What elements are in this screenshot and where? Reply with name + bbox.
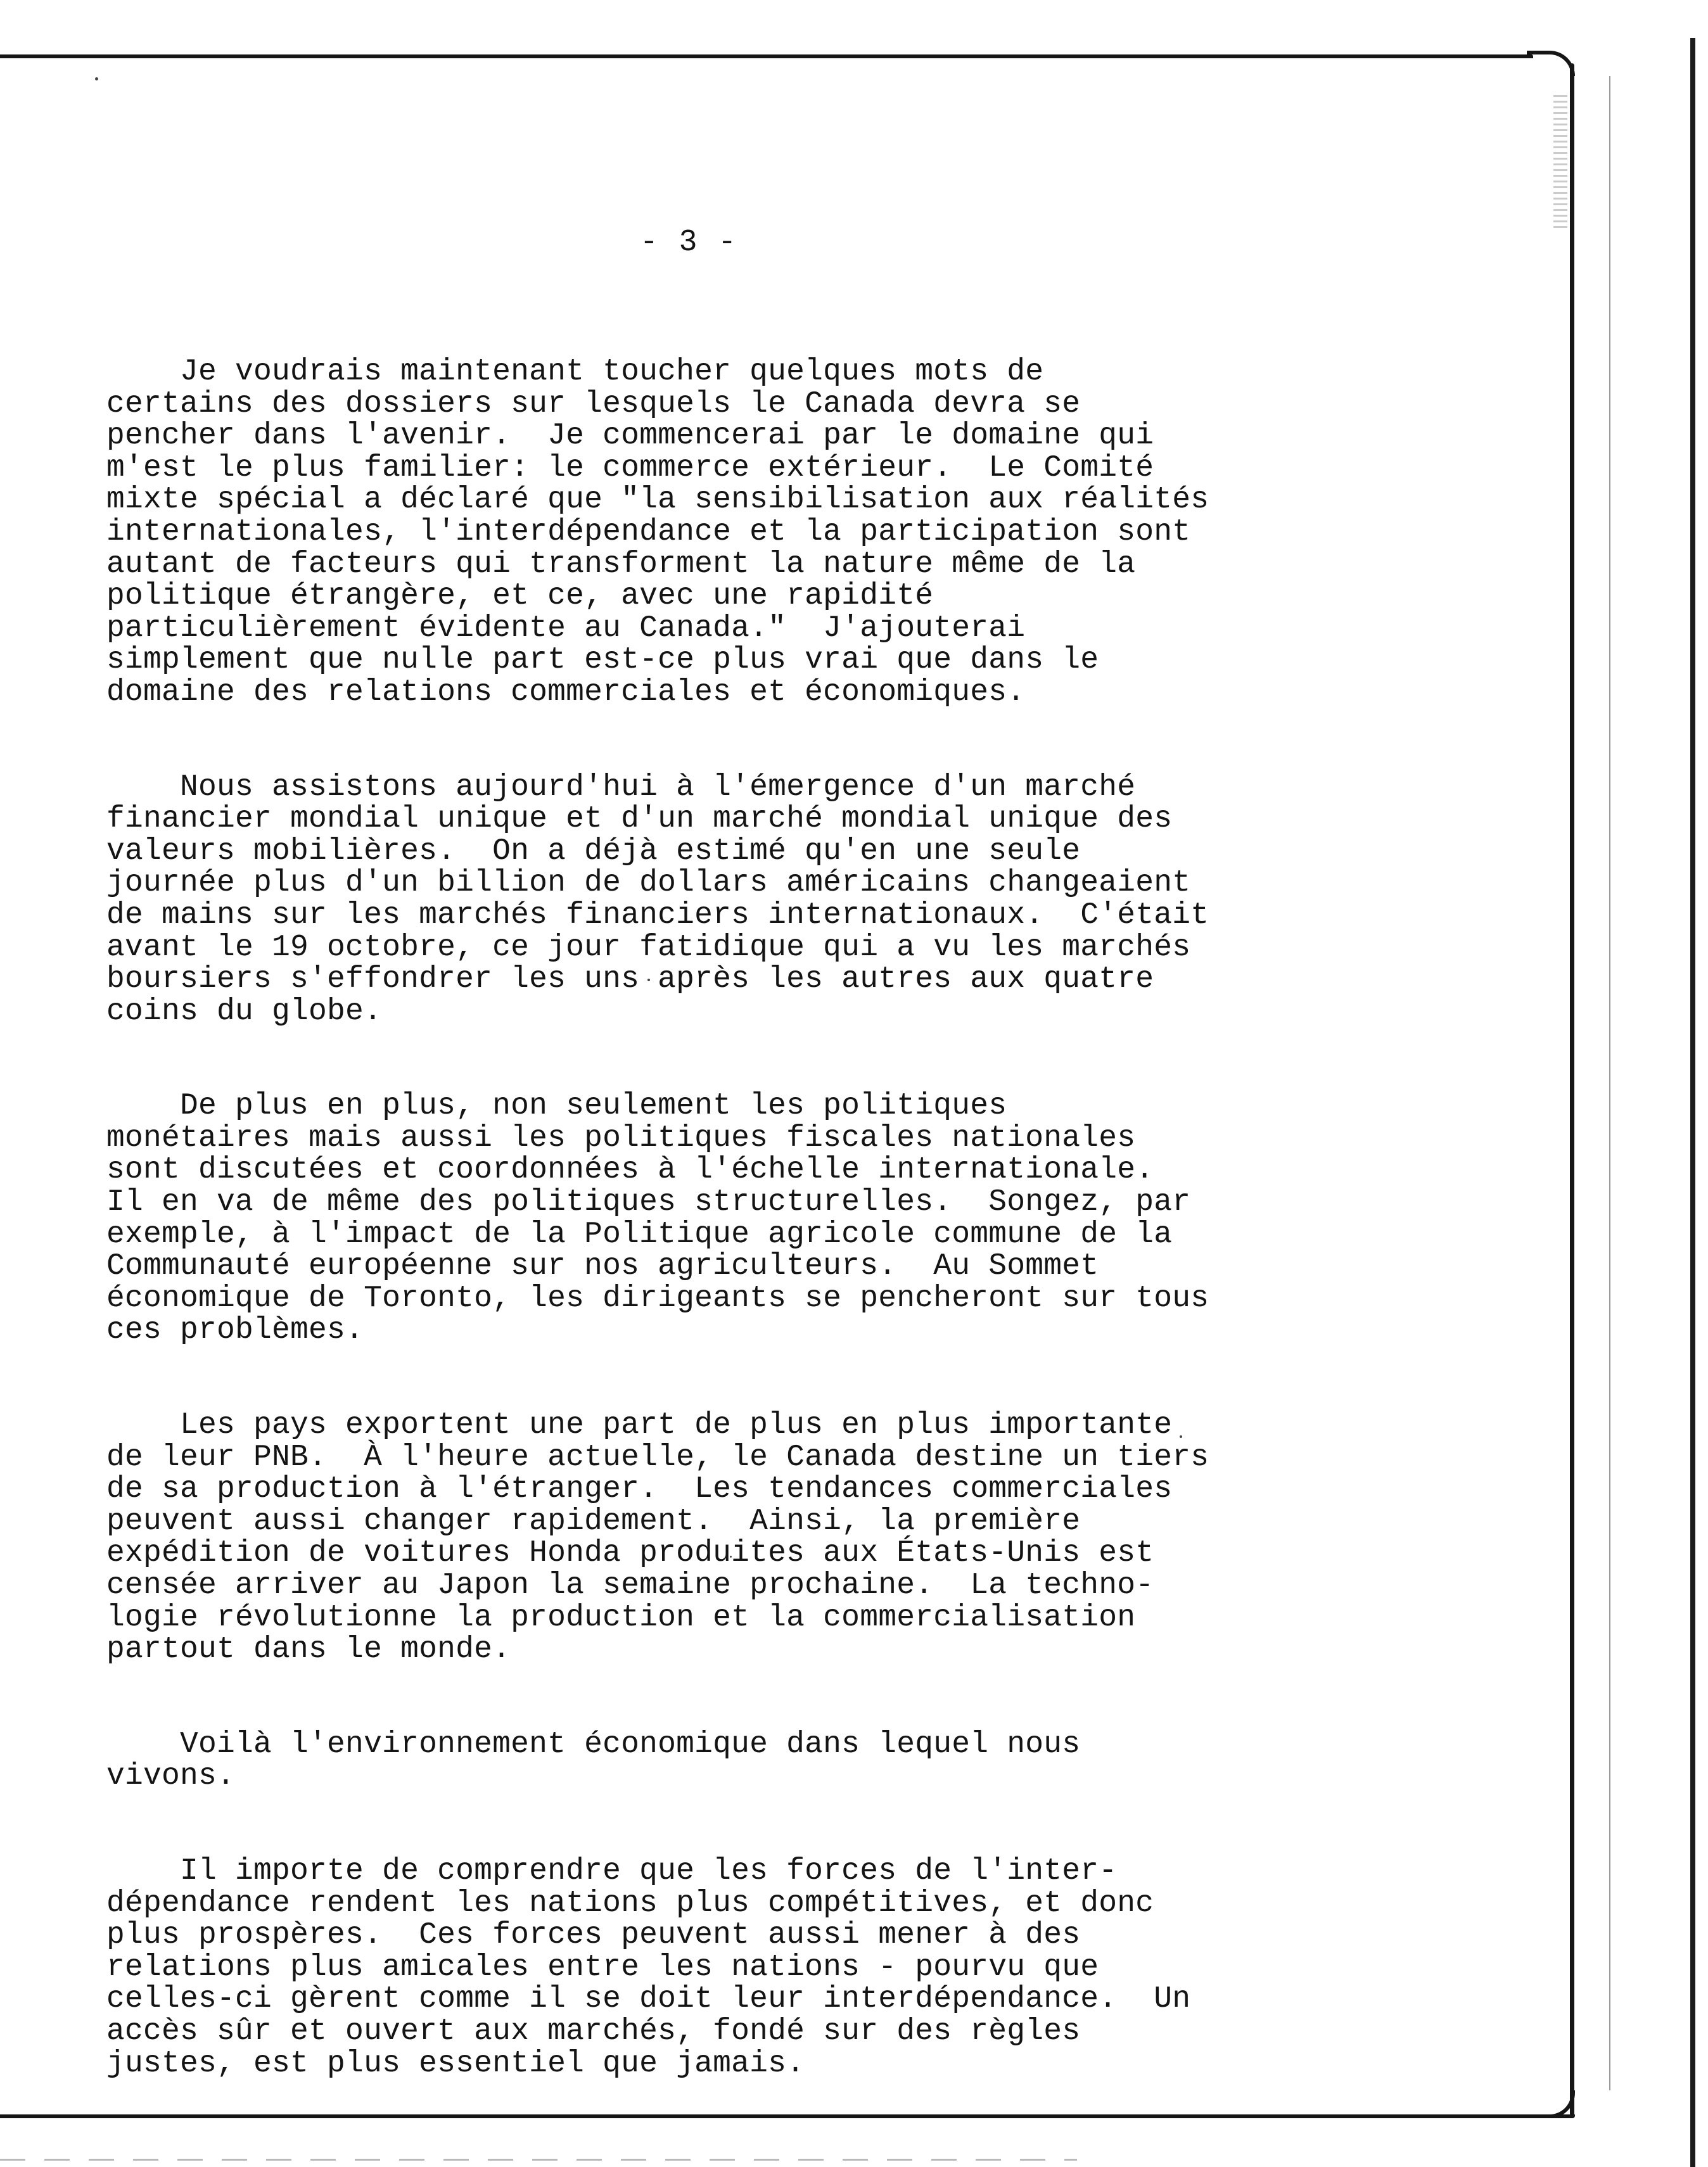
text-line: Il en va de même des politiques structurelles. Songez, par — [106, 1185, 1191, 1220]
text-line: censée arriver au Japon la semaine prochaine. La techno- — [106, 1568, 1154, 1603]
text-line: vivons. — [106, 1759, 236, 1794]
text-line: Les pays exportent une part de plus en plus importante — [106, 1408, 1173, 1443]
paragraph — [106, 356, 1551, 709]
text-line: accès sûr et ouvert aux marchés, fondé sur des règles — [106, 2014, 1081, 2049]
text-line: expédition de voitures Honda produites aux États-Unis est — [106, 1536, 1154, 1571]
paragraph — [106, 1409, 1551, 1666]
text-line: politique étrangère, et ce, avec une rapidité — [106, 579, 934, 614]
text-line: Communauté européenne sur nos agriculteurs. Au Sommet — [106, 1249, 1099, 1284]
scan-edge-inner — [1609, 76, 1610, 2090]
text-line: boursiers s'effondrer les uns après les autres aux quatre — [106, 962, 1154, 997]
page-number: - 3 - — [640, 226, 738, 260]
text-line: sont discutées et coordonnées à l'échelle internationale. — [106, 1153, 1154, 1188]
text-line: plus prospères. Ces forces peuvent aussi mener à des — [106, 1918, 1081, 1953]
text-line: dépendance rendent les nations plus compétitives, et donc — [106, 1886, 1154, 1921]
paragraph — [106, 1090, 1551, 1347]
text-line: de sa production à l'étranger. Les tendances commerciales — [106, 1472, 1173, 1507]
text-line: avant le 19 octobre, ce jour fatidique qui a vu les marchés — [106, 930, 1191, 965]
document-body — [106, 356, 1551, 2142]
text-line: relations plus amicales entre les nations - pourvu que — [106, 1950, 1099, 1985]
text-line: coins du globe. — [106, 994, 383, 1029]
page-border-right — [1570, 63, 1574, 2116]
page-border-top — [0, 54, 1533, 58]
text-line: internationales, l'interdépendance et la participation sont — [106, 514, 1191, 549]
text-line: autant de facteurs qui transforment la nature même de la — [106, 547, 1136, 581]
text-line: pencher dans l'avenir. Je commencerai par le domaine qui — [106, 419, 1154, 454]
text-line: peuvent aussi changer rapidement. Ainsi, la première — [106, 1504, 1081, 1539]
text-line: de mains sur les marchés financiers internationaux. C'était — [106, 898, 1209, 932]
text-line: domaine des relations commerciales et économiques. — [106, 675, 1026, 709]
text-line: justes, est plus essentiel que jamais. — [106, 2046, 805, 2081]
paragraph — [106, 1729, 1551, 1793]
text-line: monétaires mais aussi les politiques fiscales nationales — [106, 1121, 1136, 1155]
text-line: m'est le plus familier: le commerce extérieur. Le Comité — [106, 450, 1154, 485]
text-line: exemple, à l'impact de la Politique agricole commune de la — [106, 1217, 1173, 1252]
text-line: Il importe de comprendre que les forces de l'inter- — [106, 1853, 1118, 1888]
text-line: de leur PNB. À l'heure actuelle, le Canada destine un tiers — [106, 1440, 1209, 1475]
text-line: De plus en plus, non seulement les politiques — [106, 1089, 1007, 1124]
text-line: logie révolutionne la production et la commercialisation — [106, 1600, 1136, 1635]
text-line: mixte spécial a déclaré que "la sensibilisation aux réalités — [106, 483, 1209, 518]
text-line: journée plus d'un billion de dollars américains changeaient — [106, 866, 1191, 901]
text-line: particulièrement évidente au Canada." J'ajouterai — [106, 611, 1026, 645]
paragraph — [106, 1855, 1551, 2080]
scan-edge-right — [1690, 38, 1695, 2167]
text-line: ces problèmes. — [106, 1313, 364, 1348]
text-line: celles-ci gèrent comme il se doit leur interdépendance. Un — [106, 1982, 1191, 2017]
scan-noise — [1553, 95, 1567, 228]
text-line: économique de Toronto, les dirigeants se pencheront sur tous — [106, 1281, 1209, 1316]
paragraph — [106, 772, 1551, 1028]
text-line: simplement que nulle part est-ce plus vrai que dans le — [106, 643, 1099, 678]
page-border-corner-top — [1527, 51, 1575, 76]
text-line: Nous assistons aujourd'hui à l'émergence d'un marché — [106, 770, 1136, 804]
text-line: financier mondial unique et d'un marché mondial unique des — [106, 802, 1173, 837]
scan-speck — [95, 77, 98, 80]
text-line: partout dans le monde. — [106, 1632, 511, 1667]
scan-edge-bottom — [0, 2159, 1077, 2161]
text-line: Voilà l'environnement économique dans lequel nous — [106, 1727, 1081, 1762]
text-line: Je voudrais maintenant toucher quelques mots de — [106, 355, 1044, 389]
text-line: certains des dossiers sur lesquels le Canada devra se — [106, 386, 1081, 421]
text-line: valeurs mobilières. On a déjà estimé qu'en une seule — [106, 834, 1081, 868]
